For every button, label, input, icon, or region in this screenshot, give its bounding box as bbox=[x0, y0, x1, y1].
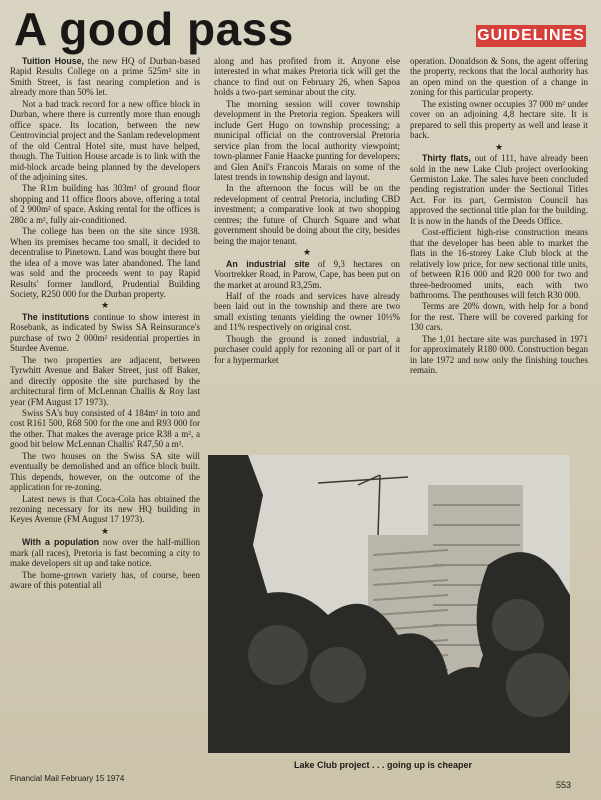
article-paragraph bbox=[10, 451, 200, 493]
section-badge: GUIDELINES bbox=[476, 25, 586, 47]
article-paragraph bbox=[10, 537, 200, 568]
article-paragraph bbox=[410, 334, 588, 376]
paragraph-text: The two properties are adjacent, between Tyrwhitt Avenue and Baker Street, just off Baker, and directly opposite the site purchased by the architectural firm of McLennan Challis & Roy last year (FM August 17 1973). bbox=[10, 354, 200, 407]
headline: A good pass bbox=[14, 3, 294, 55]
paragraph-lead: Thirty flats, bbox=[422, 153, 471, 164]
article-paragraph bbox=[10, 99, 200, 183]
paragraph-lead: An industrial site bbox=[226, 258, 310, 269]
article-paragraph bbox=[410, 153, 588, 226]
paragraph-text: The existing owner occupies 37 000 m² under cover on an adjoining 4,8 hectare site. It is prepared to sell this property as well and lease it back. bbox=[410, 98, 588, 141]
paragraph-text: Latest news is that Coca-Cola has obtained the rezoning necessary for its new HQ building in Keyes Avenue (FM August 17 1973). bbox=[10, 493, 200, 525]
paragraph-text: continue to show interest in Rosebank, as indicated by Swiss SA Reinsurance's purchase of two 2 000m² residential properties in Sturdee Avenue. bbox=[10, 311, 200, 354]
article-paragraph bbox=[214, 183, 400, 246]
article-paragraph bbox=[410, 301, 588, 332]
article-paragraph bbox=[410, 227, 588, 300]
article-paragraph bbox=[214, 56, 400, 98]
publication-footer: Financial Mail February 15 1974 bbox=[10, 774, 125, 783]
page-number: 553 bbox=[556, 780, 572, 790]
article-paragraph bbox=[10, 183, 200, 225]
lake-club-building-image bbox=[208, 455, 570, 753]
paragraph-text: Cost-efficient high-rise construction means that the developer has been able to market the flats in the 16-storey Lake Club block at the relatively low price, for new sectional title units, of between R16 000 and R20 000 for two and three-bedroomed units, each with two bathrooms. The penthouses will fetch R30 000. bbox=[410, 227, 588, 300]
article-paragraph bbox=[410, 99, 588, 141]
article-paragraph bbox=[214, 259, 400, 290]
article-paragraph bbox=[10, 56, 200, 98]
article-paragraph bbox=[10, 312, 200, 354]
paragraph-text: operation. Donaldson & Sons, the agent offering the property, reckons that the local authority has an open mind on the question of a change in zoning for this particular property. bbox=[410, 56, 588, 98]
paragraph-text: of 9,3 hectares on Voortrekker Road, in Parow, Cape, has been put on the market at around R3,25m. bbox=[214, 258, 400, 290]
article-paragraph bbox=[10, 226, 200, 299]
section-divider-star: ★ bbox=[100, 525, 110, 536]
article-paragraph bbox=[10, 355, 200, 407]
article-paragraph bbox=[214, 99, 400, 183]
paragraph-text: The college has been on the site since 1938. When its premises became too small, it decided to decentralise to Pinetown. Land was bought there but the idea of a move was later abandoned. The land was sold and the proceeds went to pay Rapid Results' former landlord, Prudential Building Society, R250 000 for the Durban property. bbox=[10, 226, 200, 299]
paragraph-text: along and has profited from it. Anyone else interested in what makes Pretoria tick will get the chance to find out on February 26, when Sapoa holds a two-part seminar about the city. bbox=[214, 56, 400, 98]
paragraph-text: Not a bad track record for a new office block in Durban, where there is currently more than enough office space. Its location, between the new Centrovincial project and the Sanlam redevelopment of the old Central Hotel site, must have helped, though. The Tuition House arcade is to link with the mid-block arcade being planned by the developers of the adjoining sites. bbox=[10, 98, 200, 182]
paragraph-text: The two houses on the Swiss SA site will eventually be demolished and an office block built. This depends, however, on the outcome of the application for re-zoning. bbox=[10, 450, 200, 493]
article-column-2 bbox=[214, 56, 400, 365]
paragraph-text: Terms are 20% down, with help for a bond for the rest. There will be covered parking for 130 cars. bbox=[410, 301, 588, 333]
article-paragraph bbox=[214, 291, 400, 333]
article-column-3 bbox=[410, 56, 588, 376]
paragraph-text: In the afternoon the focus will be on the redevelopment of central Pretoria, including CBD investment; a comparative look at two shopping centres; the future of Church Square and what government should be doing about the city, besides being the major tenant. bbox=[214, 183, 400, 246]
paragraph-text: The 1,01 hectare site was purchased in 1971 for approximately R180 000. Construction began in late 1972 and now only the finishing touches remain. bbox=[410, 333, 588, 376]
section-divider-star: ★ bbox=[302, 247, 312, 258]
article-paragraph bbox=[10, 570, 200, 591]
article-paragraph bbox=[410, 56, 588, 98]
article-column-1 bbox=[10, 56, 200, 591]
paragraph-text: out of 111, have already been sold in the new Lake Club project overlooking Germiston Lake. The sales have been concluded pending registration under the Sectional Titles Act. For its part, Germiston Council has approved the sectional title plan for the building. It is now in the hands of the Deeds Office. bbox=[410, 153, 588, 226]
paragraph-text: The R1m building has 303m² of ground floor shopping and 11 office floors above, offering a total of 2 900m² of space. Asking rental for the offices is 280c a m², fully air-conditioned. bbox=[10, 183, 200, 225]
section-divider-star: ★ bbox=[100, 300, 110, 311]
article-paragraph bbox=[10, 408, 200, 450]
lake-club-photo bbox=[208, 455, 570, 753]
paragraph-text: now over the half-million mark (all races), Pretoria is fast becoming a city to make developers sit up and take notice. bbox=[10, 537, 200, 569]
paragraph-text: The home-grown variety has, of course, been aware of this potential all bbox=[10, 569, 200, 591]
paragraph-text: Half of the roads and services have already been laid out in the township and there are two small existing tenants yielding the owner 10½% and 11% respectively on original cost. bbox=[214, 290, 400, 333]
paragraph-text: Swiss SA's buy consisted of 4 184m² in toto and cost R161 500, R68 500 for the one and R93 000 for the other. That makes the average price R38 a m², a good bit below McLennan Challis' R47,50 a m². bbox=[10, 407, 200, 450]
paragraph-text: the new HQ of Durban-based Rapid Results College on a prime 525m² site in Smith Street, is fast nearing completion and is already more than 50% let. bbox=[10, 56, 201, 98]
paragraph-lead: With a population bbox=[22, 537, 99, 548]
paragraph-lead: The institutions bbox=[22, 311, 90, 322]
article-paragraph bbox=[10, 494, 200, 525]
paragraph-text: The morning session will cover township development in the Pretoria region. Speakers will include Gert Hugo on township processing; a municipal official on the controversial Pretoria service plan from the local authority viewpoint; town-planner Fanie Haacke punting for developers; and Glen Anil's Francois Marais on some of the latest trends in township design and layout. bbox=[214, 98, 400, 182]
photo-caption: Lake Club project . . . going up is cheaper bbox=[294, 760, 473, 770]
paragraph-text: Though the ground is zoned industrial, a purchaser could apply for rezoning all or part of it for a hypermarket bbox=[214, 333, 400, 365]
article-paragraph bbox=[214, 334, 400, 365]
paragraph-lead: Tuition House, bbox=[22, 56, 84, 66]
section-divider-star: ★ bbox=[494, 141, 504, 152]
